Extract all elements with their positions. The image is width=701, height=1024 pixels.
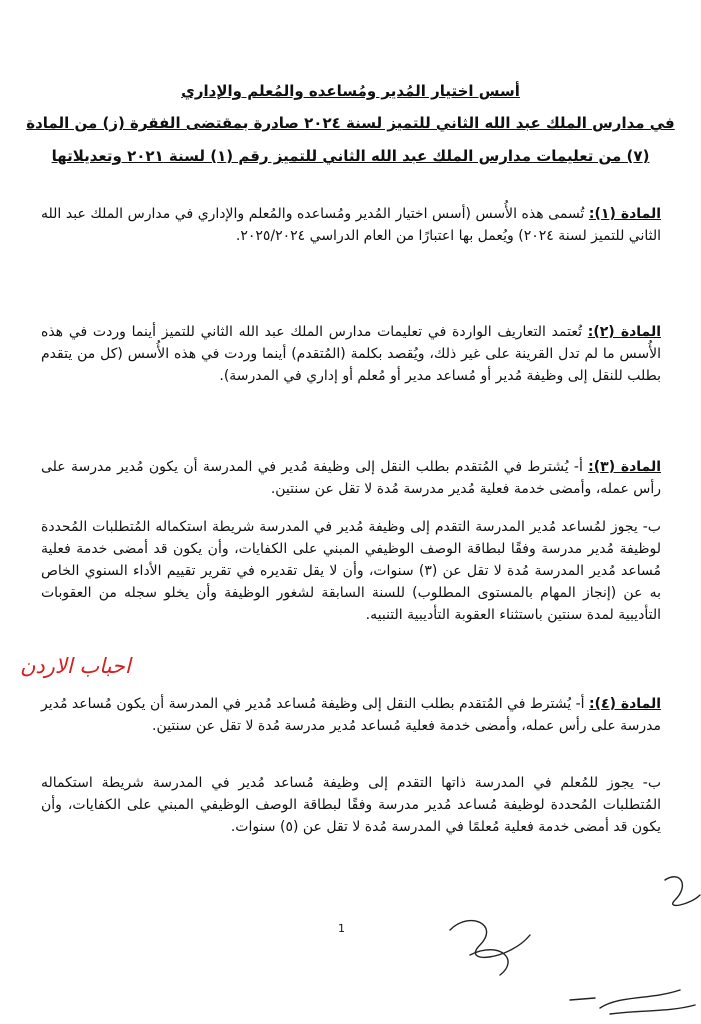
document-title-line-3: (٧) من تعليمات مدارس الملك عبد الله الثاني للتميز رقم (١) لسنة ٢٠٢١ وتعديلاتها (51, 147, 650, 165)
article-4-clause-a: أ- يُشترط في المُتقدم بطلب النقل إلى وظيفة مُساعد مُدير في المدرسة أن يكون مُساعد مُدير مدرسة على رأس عمله، وأمضى خدمة فعلية مُساعد مُدير مدرسة مُدة لا تقل عن سنتين. (41, 696, 661, 734)
article-4-label: المادة (٤): (589, 696, 662, 712)
article-3-clause-b-block (41, 516, 661, 626)
article-1 (41, 203, 661, 247)
article-3 (41, 456, 661, 500)
article-3-label: المادة (٣): (588, 459, 661, 475)
article-1-text: تُسمى هذه الأُسس (أسس اختيار المُدير ومُساعده والمُعلم والإداري في مدارس الملك عبد الله الثاني للتميز لسنة ٢٠٢٤) ويُعمل بها اعتبارًا من العام الدراسي ٢٠٢٥/٢٠٢٤. (41, 206, 661, 244)
article-4-clause-b-block (41, 772, 661, 838)
document-title-line-2: في مدارس الملك عبد الله الثاني للتميز لسنة ٢٠٢٤ صادرة بمقتضى الفقرة (ز) من المادة (26, 114, 675, 132)
article-2 (41, 321, 661, 387)
article-4-clause-b: ب- يجوز للمُعلم في المدرسة ذاتها التقدم إلى وظيفة مُساعد مُدير في المدرسة شريطة استكماله المُتطلبات المُحددة لوظيفة مُساعد مُدير مدرسة وفقًا لبطاقة الوصف الوظيفي المبني على الكفايات، وأن يكون قد أمضى خدمة فعلية مُعلمًا في المدرسة مُدة لا تقل عن (٥) سنوات. (41, 775, 661, 835)
article-4 (41, 693, 661, 737)
article-3-clause-a: أ- يُشترط في المُتقدم بطلب النقل إلى وظيفة مُدير في المدرسة أن يكون مُدير مدرسة على رأس عمله، وأمضى خدمة فعلية مُدير مدرسة مُدة لا تقل عن سنتين. (41, 459, 661, 497)
article-3-clause-b: ب- يجوز لمُساعد مُدير المدرسة التقدم إلى وظيفة مُدير في المدرسة شريطة استكماله المُتطلبات المُحددة لوظيفة مُدير مدرسة وفقًا لبطاقة الوصف الوظيفي المبني على الكفايات، وأن يكون قد أمضى خدمة فعلية مُساعد مُدير المدرسة مُدة لا تقل عن (٣) سنوات، وأن لا يقل تقديره في تقرير تقييم الأداء السنوي الخاص به عن (إنجاز المهام بالمستوى المطلوب) للسنة السابقة لشغور الوظيفة وأن يخلو سجله من العقوبات التأديبية لمدة سنتين باستثناء العقوبة التأديبية التنبيه. (41, 519, 661, 623)
page-number: 1 (338, 922, 345, 935)
article-2-text: تُعتمد التعاريف الواردة في تعليمات مدارس الملك عبد الله الثاني للتميز أينما وردت في هذه الأُسس ما لم تدل القرينة على غير ذلك، ويُقصد بكلمة (المُتقدم) أينما وردت في هذه الأُسس (كل من يتقدم بطلب للنقل إلى وظيفة مُدير أو مُساعد مدير أو مُعلم أو إداري في المدرسة). (41, 324, 661, 384)
article-2-label: المادة (٢): (587, 324, 661, 340)
watermark-text: احباب الاردن (20, 654, 131, 678)
document-title-line-1: أسس اختيار المُدير ومُساعده والمُعلم والإداري (181, 82, 520, 100)
article-1-label: المادة (١): (588, 206, 662, 222)
